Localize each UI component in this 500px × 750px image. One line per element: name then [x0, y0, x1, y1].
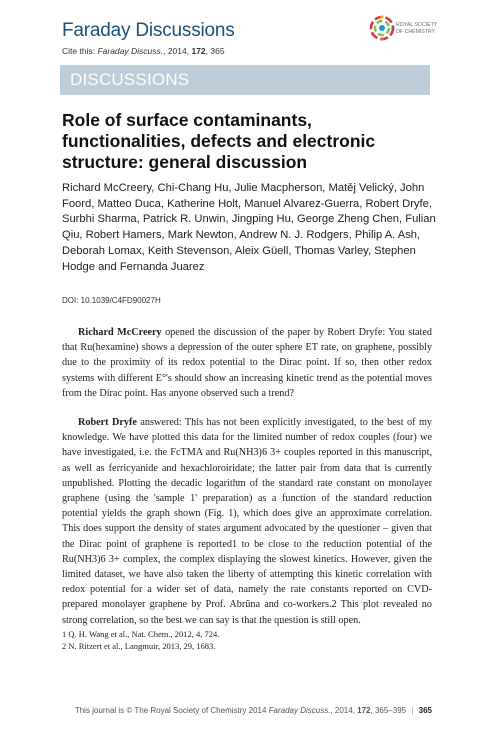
footer-copyright: This journal is © The Royal Society of Chemistry 2014 [74, 706, 267, 715]
cite-year: , 2014, [163, 46, 192, 56]
footer-separator: | [411, 706, 414, 715]
footer-volume: 172 [357, 706, 371, 715]
paragraph-text: opened the discussion of the paper by Robert Dryfe: You stated that Ru(hexamine) shows a depression of the outer sphere ET rate, on graphene, possibly due to the proximity of its redox potential to the Dirac point. If so, then other redox systems with different E°'s should show an increasing kinetic trend as the potential moves from the Dirac point. Has anyone observed such a trend? [62, 327, 433, 399]
rsc-logo-emblem [371, 15, 395, 40]
article-title: Role of surface contaminants, functionalities, defects and electronic structure: general discussion [62, 110, 376, 172]
references-list [62, 628, 219, 652]
speaker-name: Richard McCreery [78, 327, 162, 338]
cite-line [62, 46, 225, 56]
cite-pages: , 365 [205, 46, 225, 56]
journal-name: Faraday Discussions [62, 20, 235, 41]
footer-journal: Faraday Discuss. [268, 706, 331, 715]
rsc-logo [368, 14, 438, 50]
cite-prefix: Cite this: [62, 46, 98, 56]
article-authors: Richard McCreery, Chi-Chang Hu, Julie Macpherson, Matěj Velický, John Foord, Matteo Duca, Katherine Holt, Manuel Alvarez-Guerra, Robert Dryfe, Surbhi Sharma, Patrick R. Unwin, Jingping Hu, George Zheng Chen, Fulian Qiu, Robert Hamers, Mark Newton, Andrew N. J. Rodgers, Philip A. Ash, Deborah Lomax, Keith Stevenson, Aleix Güell, Thomas Varley, Stephen Hodge and Fernanda Juarez [62, 182, 436, 273]
section-banner-label: DISCUSSIONS [70, 70, 190, 89]
speaker-name: Robert Dryfe [78, 417, 137, 428]
reference-item[interactable]: 2 N. Ritzert et al., Langmuir, 2013, 29, 1683. [62, 641, 216, 651]
rsc-logo-text-2: OF CHEMISTRY [396, 29, 436, 35]
footer-pages: , 365–395 [370, 706, 407, 715]
cite-journal: Faraday Discuss. [97, 46, 164, 56]
discussion-paragraph-1 [62, 325, 432, 401]
paragraph-text: answered: This has not been explicitly investigated, to the best of my knowledge. We have plotted this data for the limited number of redox couples (four) we have investigated, i.e. the FcTMA and Ru(NH3)6 3+ couples reported in this manuscript, as well as ferricyanide and hexachloroiridate; the latter pair from data that is currently unpublished. Plotting the decadic logarithm of the standard rate constant on monolayer graphene (using the 'sample 1' preparation) as a function of the standard reduction potential yields the graph shown (Fig. 1), which does give an approximate correlation. This does support the density of states argument advocated by the questioner – given that the Dirac point of graphene is reported1 to be close to the reduction potential of the Ru(NH3)6 3+ complex, the complex displaying the slowest kinetics. However, given the limited dataset, we have also taken the liberty of attempting this kinetic correlation with redox potential for a wider set of data, namely the rate constants reported on CVD-prepared monolayer graphene by Prof. Abrũna and co-workers.2 This plot revealed no strong correlation, so the best we can say is that the question is still open. [62, 417, 432, 626]
page-number: 365 [418, 706, 432, 715]
cite-volume: 172 [191, 46, 206, 56]
rsc-logo-text-1: ROYAL SOCIETY [396, 22, 438, 28]
article-doi[interactable]: DOI: 10.1039/C4FD90027H [62, 296, 161, 305]
discussion-paragraph-2 [62, 415, 432, 628]
page-footer [0, 706, 432, 715]
section-banner [60, 65, 430, 95]
reference-item[interactable]: 1 Q. H. Wang et al., Nat. Chem., 2012, 4, 724. [62, 629, 220, 639]
footer-year: , 2014, [330, 706, 358, 715]
